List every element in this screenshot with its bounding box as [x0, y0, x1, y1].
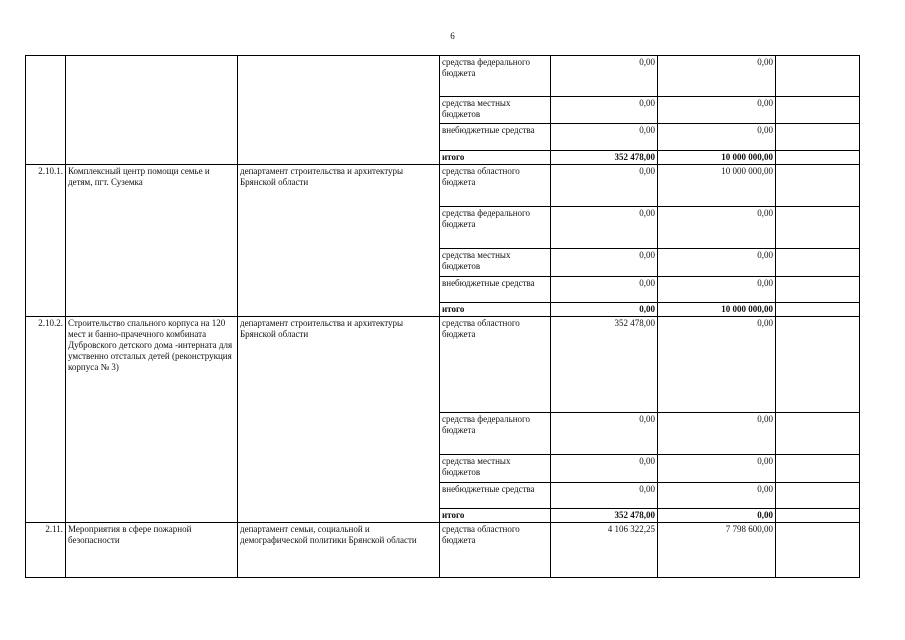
name-cell: Строительство спального корпуса на 120 мест и банно-прачечного комбината Дубровского детского дома -интерната для умственно отсталых детей (реконструкция корпуса № 3)	[66, 317, 238, 523]
page-number: 6	[450, 31, 455, 41]
value-cell: 0,00	[551, 249, 658, 277]
empty-cell	[776, 124, 860, 151]
value-cell: 352 478,00	[551, 509, 658, 523]
empty-cell	[776, 455, 860, 483]
source-cell: средства областного бюджета	[440, 317, 551, 413]
table-row	[26, 523, 860, 578]
code-cell: 2.10.1.	[26, 165, 66, 317]
source-cell: средства областного бюджета	[440, 523, 551, 578]
value-cell: 10 000 000,00	[658, 303, 776, 317]
source-cell: внебюджетные средства	[440, 483, 551, 509]
value-cell: 0,00	[658, 56, 776, 97]
value-cell: 0,00	[658, 97, 776, 124]
value-cell: 0,00	[658, 509, 776, 523]
empty-cell	[776, 165, 860, 207]
name-cell: Мероприятия в сфере пожарной безопасности	[66, 523, 238, 578]
source-cell: средства местных бюджетов	[440, 249, 551, 277]
code-cell	[26, 56, 66, 165]
empty-cell	[776, 277, 860, 303]
value-cell: 0,00	[551, 413, 658, 455]
value-cell: 10 000 000,00	[658, 165, 776, 207]
source-cell: средства местных бюджетов	[440, 97, 551, 124]
source-cell: средства федерального бюджета	[440, 56, 551, 97]
value-cell: 0,00	[658, 124, 776, 151]
value-cell: 0,00	[658, 317, 776, 413]
value-cell: 352 478,00	[551, 317, 658, 413]
source-cell: внебюджетные средства	[440, 277, 551, 303]
code-cell: 2.11.	[26, 523, 66, 578]
empty-cell	[776, 509, 860, 523]
empty-cell	[776, 56, 860, 97]
value-cell: 0,00	[658, 413, 776, 455]
value-cell: 4 106 322,25	[551, 523, 658, 578]
name-cell: Комплексный центр помощи семье и детям, пгт. Суземка	[66, 165, 238, 317]
value-cell: 0,00	[551, 303, 658, 317]
empty-cell	[776, 303, 860, 317]
source-cell: средства федерального бюджета	[440, 413, 551, 455]
source-cell: средства областного бюджета	[440, 165, 551, 207]
value-cell: 0,00	[551, 277, 658, 303]
budget-table	[25, 55, 860, 578]
source-cell: внебюджетные средства	[440, 124, 551, 151]
table-row	[26, 317, 860, 413]
empty-cell	[776, 97, 860, 124]
value-cell: 0,00	[658, 249, 776, 277]
executor-cell: департамент семьи, социальной и демографической политики Брянской области	[238, 523, 440, 578]
name-cell	[66, 56, 238, 165]
executor-cell: департамент строительства и архитектуры Брянской области	[238, 165, 440, 317]
empty-cell	[776, 207, 860, 249]
table-row	[26, 56, 860, 97]
value-cell: 0,00	[658, 455, 776, 483]
value-cell: 0,00	[551, 124, 658, 151]
value-cell: 0,00	[658, 277, 776, 303]
value-cell: 0,00	[658, 483, 776, 509]
empty-cell	[776, 483, 860, 509]
code-cell: 2.10.2.	[26, 317, 66, 523]
value-cell: 0,00	[551, 165, 658, 207]
value-cell: 0,00	[551, 97, 658, 124]
executor-cell: департамент строительства и архитектуры Брянской области	[238, 317, 440, 523]
empty-cell	[776, 413, 860, 455]
value-cell: 0,00	[551, 455, 658, 483]
source-cell: средства местных бюджетов	[440, 455, 551, 483]
value-cell: 0,00	[551, 56, 658, 97]
value-cell: 10 000 000,00	[658, 151, 776, 165]
executor-cell	[238, 56, 440, 165]
value-cell: 0,00	[658, 207, 776, 249]
source-cell: средства федерального бюджета	[440, 207, 551, 249]
value-cell: 7 798 600,00	[658, 523, 776, 578]
empty-cell	[776, 151, 860, 165]
source-cell: итого	[440, 151, 551, 165]
source-cell: итого	[440, 303, 551, 317]
empty-cell	[776, 317, 860, 413]
value-cell: 0,00	[551, 483, 658, 509]
empty-cell	[776, 249, 860, 277]
value-cell: 352 478,00	[551, 151, 658, 165]
source-cell: итого	[440, 509, 551, 523]
table-row	[26, 165, 860, 207]
empty-cell	[776, 523, 860, 578]
value-cell: 0,00	[551, 207, 658, 249]
